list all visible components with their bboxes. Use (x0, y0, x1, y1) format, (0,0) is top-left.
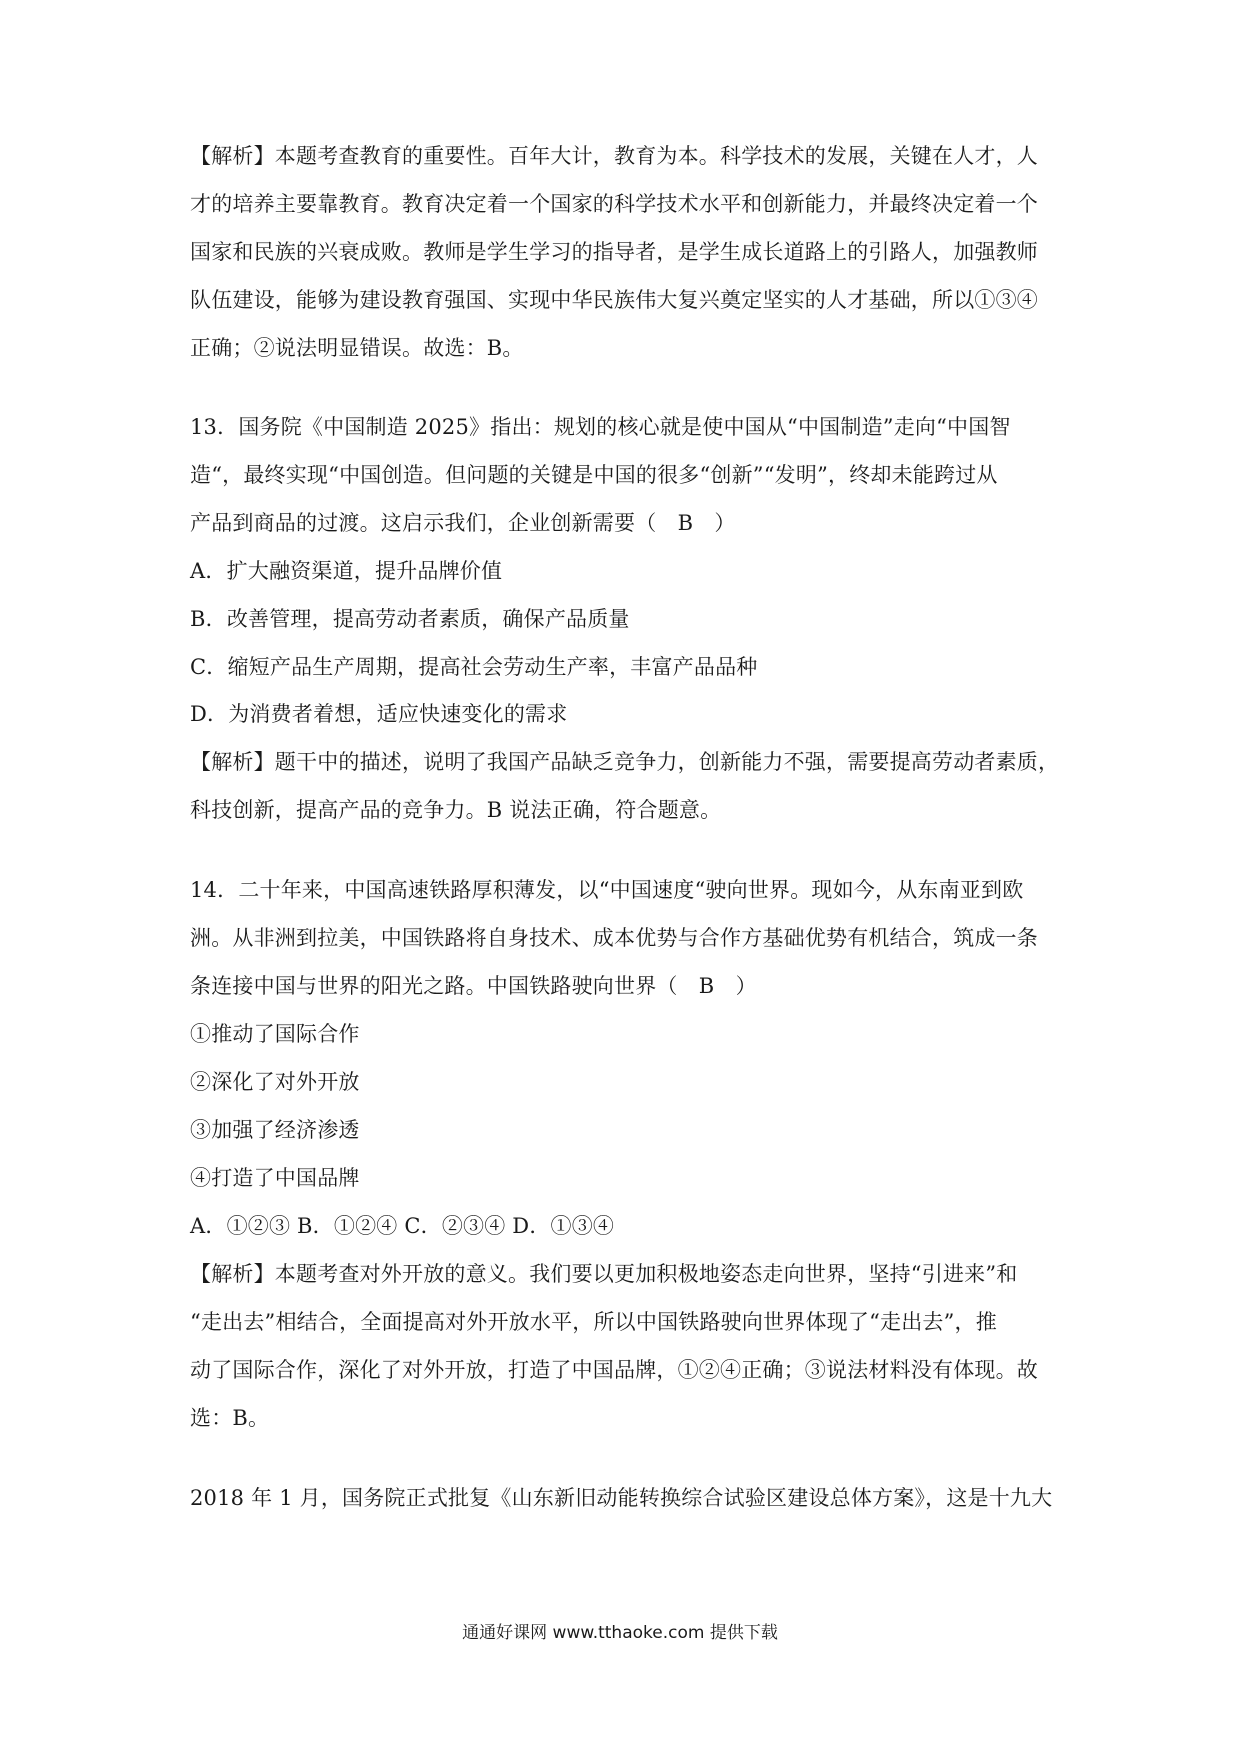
question-14-options: A．①②③ B．①②④ C．②③④ D．①③④ (190, 1214, 615, 1238)
question-14-analysis-line-3: 动了国际合作，深化了对外开放，打造了中国品牌，①②④正确；③说法材料没有体现。故 (190, 1358, 1038, 1382)
question-14-analysis-line-4: 选：B。 (190, 1406, 270, 1430)
analysis-12-line-4: 队伍建设，能够为建设教育强国、实现中华民族伟大复兴奠定坚实的人才基础，所以①③④ (190, 288, 1038, 312)
question-13-option-a: A．扩大融资渠道，提升品牌价值 (190, 559, 503, 583)
analysis-12-line-5: 正确；②说法明显错误。故选：B。 (190, 336, 524, 360)
question-15-intro-line: 2018 年 1 月，国务院正式批复《山东新旧动能转换综合试验区建设总体方案》，这是十九大 (190, 1486, 1053, 1510)
question-14-stem-line-2: 洲。从非洲到拉美，中国铁路将自身技术、成本优势与合作方基础优势有机结合，筑成一条 (190, 926, 1038, 950)
analysis-12-line-3: 国家和民族的兴衰成败。教师是学生学习的指导者，是学生成长道路上的引路人，加强教师 (190, 240, 1038, 264)
analysis-12-line-1: 【解析】本题考查教育的重要性。百年大计，教育为本。科学技术的发展，关键在人才，人 (190, 144, 1038, 168)
question-13-stem-line-1: 13．国务院《中国制造 2025》指出：规划的核心就是使中国从“中国制造”走向“中国智 (190, 415, 1011, 439)
question-14-statement-3: ③加强了经济渗透 (190, 1118, 360, 1142)
question-14-stem-line-1: 14．二十年来，中国高速铁路厚积薄发，以“中国速度“驶向世界。现如今，从东南亚到欧 (190, 878, 1024, 902)
question-13-stem-line-2: 造“，最终实现“中国创造。但问题的关键是中国的很多“创新”“发明”，终却未能跨过从 (190, 463, 998, 487)
question-13-analysis-line-2: 科技创新，提高产品的竞争力。B 说法正确，符合题意。 (190, 798, 722, 822)
question-13-option-b: B．改善管理，提高劳动者素质，确保产品质量 (190, 607, 630, 631)
question-13-analysis-line-1: 【解析】题干中的描述，说明了我国产品缺乏竞争力，创新能力不强，需要提高劳动者素质， (190, 750, 1060, 774)
question-14-analysis-line-2: “走出去”相结合，全面提高对外开放水平，所以中国铁路驶向世界体现了“走出去”，推 (190, 1310, 997, 1334)
question-14-statement-1: ①推动了国际合作 (190, 1022, 360, 1046)
question-13-stem-line-3: 产品到商品的过渡。这启示我们，企业创新需要（ B ） (190, 511, 736, 535)
question-14-stem-line-3: 条连接中国与世界的阳光之路。中国铁路驶向世界（ B ） (190, 974, 757, 998)
analysis-12-line-2: 才的培养主要靠教育。教育决定着一个国家的科学技术水平和创新能力，并最终决定着一个 (190, 192, 1038, 216)
question-14-statement-2: ②深化了对外开放 (190, 1070, 360, 1094)
question-14-statement-4: ④打造了中国品牌 (190, 1166, 360, 1190)
question-14-analysis-line-1: 【解析】本题考查对外开放的意义。我们要以更加积极地姿态走向世界，坚持“引进来”和 (190, 1262, 1018, 1286)
page-footer: 通通好课网 www.tthaoke.com 提供下载 (462, 1623, 778, 1643)
question-13-option-d: D．为消费者着想，适应快速变化的需求 (190, 702, 568, 726)
question-13-option-c: C．缩短产品生产周期，提高社会劳动生产率，丰富产品品种 (190, 655, 758, 679)
